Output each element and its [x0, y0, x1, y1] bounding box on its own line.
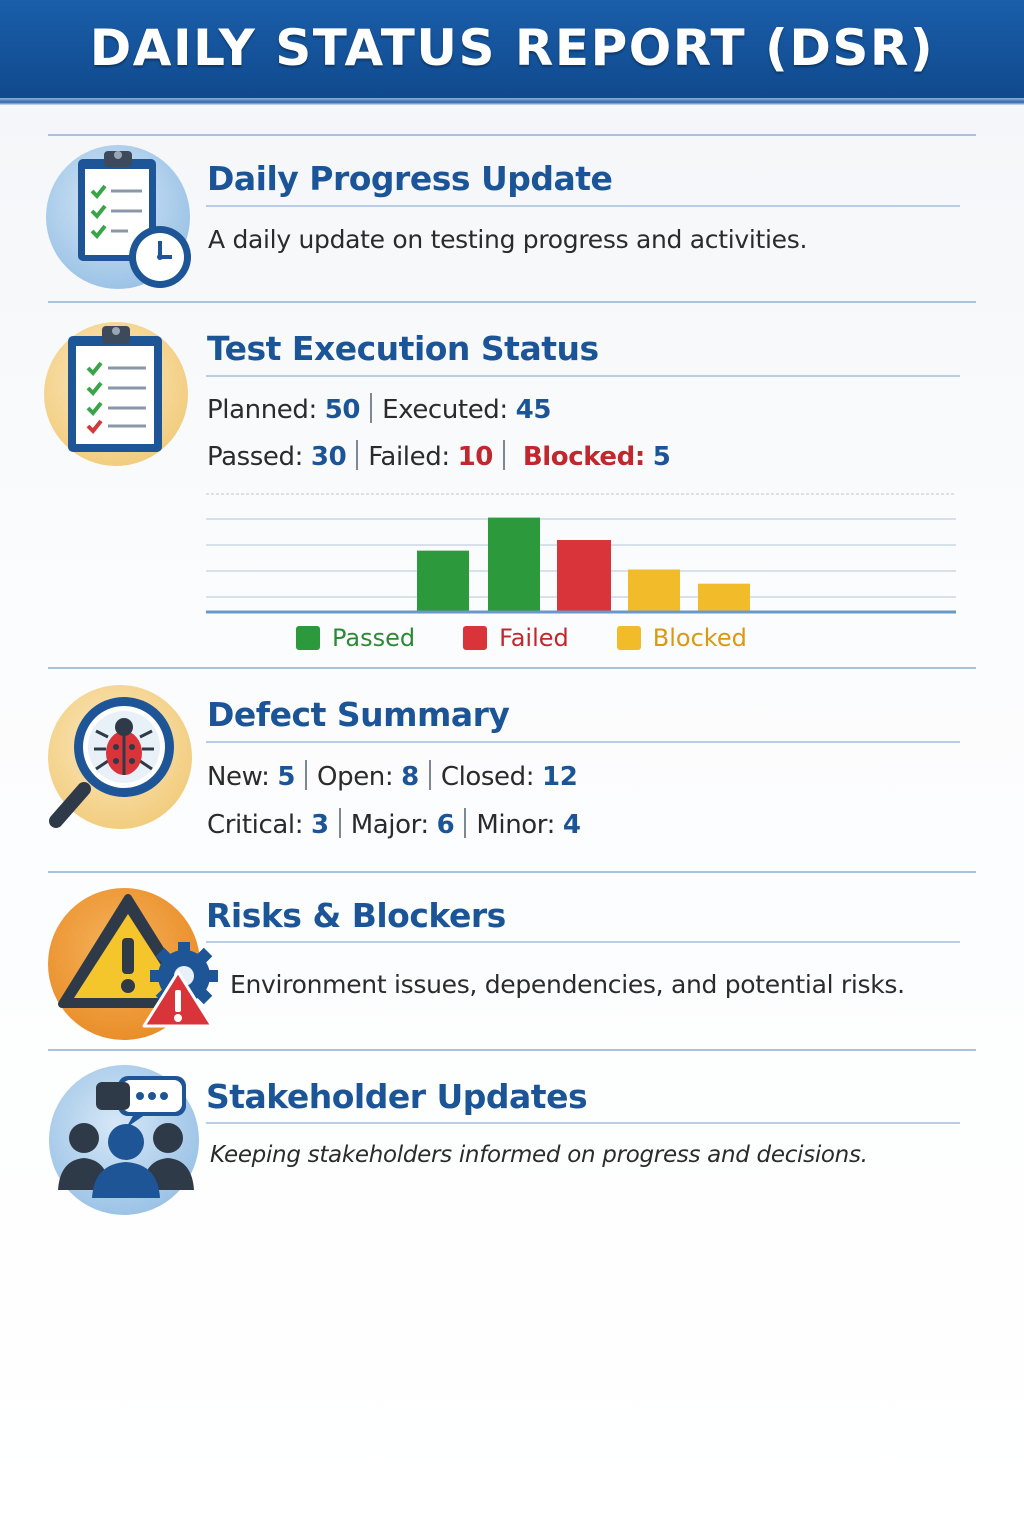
legend-item-failed: [463, 624, 569, 652]
stakeholder-description: Keeping stakeholders informed on progress and decisions.: [210, 1142, 868, 1168]
chart-bar-passed-2: [488, 518, 540, 612]
section-divider: [48, 871, 976, 873]
defect-stats-row-1: [207, 760, 577, 793]
major-value: 6: [436, 810, 455, 840]
planned-value: 50: [324, 395, 361, 425]
chart-bar-passed-1: [417, 551, 469, 612]
daily-progress-description: A daily update on testing progress and activities.: [208, 225, 808, 254]
section-divider: [48, 1049, 976, 1051]
new-value: 5: [277, 762, 296, 792]
critical-value: 3: [310, 810, 329, 840]
defect-summary-title: Defect Summary: [207, 695, 510, 734]
chart-bar-blocked-4: [628, 570, 680, 612]
major-label: Major:: [350, 810, 429, 840]
test-execution-title: Test Execution Status: [207, 329, 599, 368]
separator: [305, 760, 307, 790]
minor-label: Minor:: [476, 810, 555, 840]
title-underline: [206, 1122, 960, 1124]
executed-value: 45: [515, 395, 552, 425]
legend-label-failed: Failed: [499, 624, 569, 652]
closed-value: 12: [542, 762, 578, 792]
blocked-value: 5: [652, 442, 671, 472]
title-underline: [206, 741, 960, 743]
chart-bar-failed-3: [557, 540, 611, 612]
legend-swatch-blocked: [617, 626, 641, 650]
failed-value: 10: [457, 442, 493, 472]
separator: [429, 760, 431, 790]
chart-bar-blocked-5: [698, 584, 750, 612]
passed-label: Passed:: [207, 442, 303, 472]
open-value: 8: [401, 762, 419, 792]
title-underline: [206, 941, 960, 943]
risks-description: Environment issues, dependencies, and potential risks.: [230, 970, 905, 999]
blocked-label: Blocked:: [522, 442, 645, 472]
defect-stats-row-2: [207, 808, 581, 841]
stakeholder-updates-title: Stakeholder Updates: [206, 1077, 588, 1116]
people-chat-icon: [46, 1064, 204, 1218]
daily-progress-title: Daily Progress Update: [207, 159, 613, 198]
critical-label: Critical:: [207, 810, 304, 840]
legend-swatch-failed: [463, 626, 487, 650]
executed-label: Executed:: [382, 395, 508, 425]
legend-label-blocked: Blocked: [652, 624, 747, 652]
chart-legend: [296, 620, 747, 656]
separator: [339, 808, 341, 838]
passed-value: 30: [310, 442, 347, 472]
legend-label-passed: Passed: [332, 624, 416, 652]
open-label: Open:: [317, 762, 394, 792]
warning-gear-icon: [44, 886, 218, 1044]
risks-blockers-title: Risks & Blockers: [206, 896, 506, 935]
failed-label: Failed:: [368, 442, 450, 472]
minor-value: 4: [562, 810, 581, 840]
closed-label: Closed:: [440, 762, 535, 792]
new-label: New:: [207, 762, 270, 792]
planned-label: Planned:: [207, 395, 317, 425]
separator: [464, 808, 466, 838]
legend-item-passed: [296, 624, 415, 652]
legend-item-blocked: [617, 624, 747, 652]
page-title: DAILY STATUS REPORT (DSR): [89, 19, 935, 77]
execution-bar-chart: [0, 0, 1024, 670]
legend-swatch-passed: [296, 626, 320, 650]
bug-magnifier-icon: [44, 685, 196, 835]
